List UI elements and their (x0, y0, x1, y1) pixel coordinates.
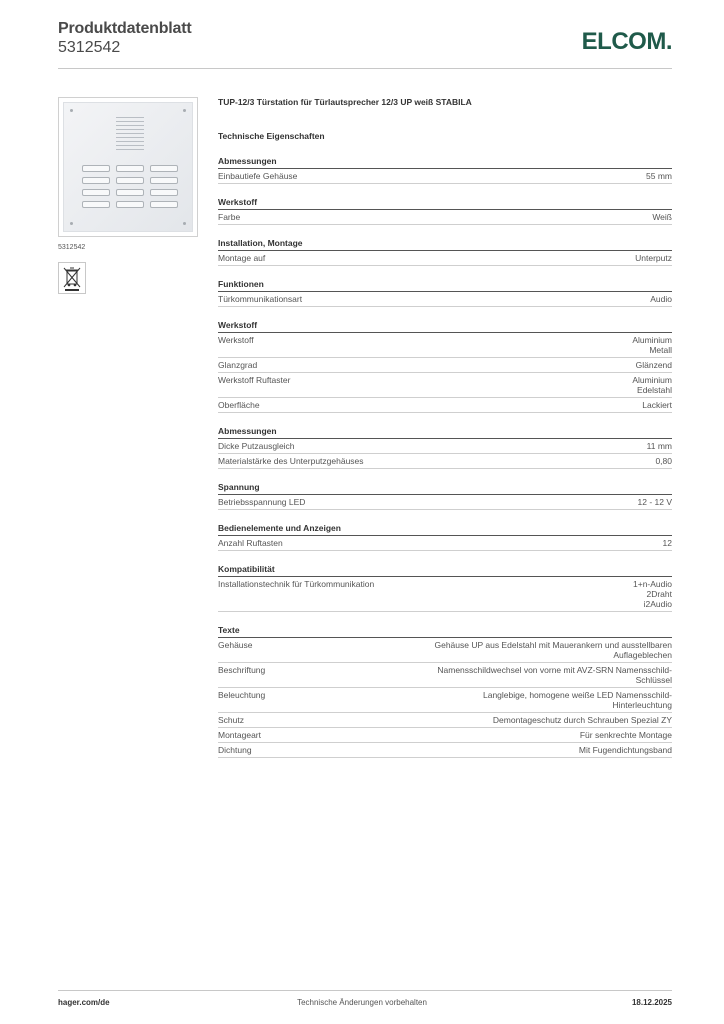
property-value-line: 12 - 12 V (637, 497, 672, 507)
property-value-line: Demontageschutz durch Schrauben Spezial ZY (492, 715, 672, 725)
technical-data (218, 97, 672, 758)
header-divider (58, 68, 672, 69)
property-value (647, 441, 672, 451)
call-button-icon (150, 165, 178, 172)
property-label: Betriebsspannung LED (218, 497, 306, 507)
property-value (483, 690, 672, 710)
group-title: Texte (218, 625, 672, 638)
speaker-grille-line (116, 141, 144, 142)
property-group (218, 156, 672, 184)
property-row (218, 292, 672, 307)
property-row (218, 577, 672, 612)
property-group (218, 197, 672, 225)
group-title: Bedienelemente und Anzeigen (218, 523, 672, 536)
property-label: Werkstoff (218, 335, 254, 345)
property-value-line: Weiß (652, 212, 672, 222)
article-number: 5312542 (58, 39, 121, 56)
property-value-line: Aluminium (632, 335, 672, 345)
property-label: Installationstechnik für Türkommunikation (218, 579, 375, 589)
property-value-line: Glänzend (635, 360, 672, 370)
property-row (218, 358, 672, 373)
screw-icon (183, 109, 186, 112)
speaker-grille-line (116, 133, 144, 134)
document-title: Produktdatenblatt (58, 20, 192, 37)
group-title: Abmessungen (218, 156, 672, 169)
property-value-line: Audio (650, 294, 672, 304)
product-name: TUP-12/3 Türstation für Türlautsprecher 12/3 UP weiß STABILA (218, 97, 472, 107)
speaker-grille-line (116, 129, 144, 130)
call-button-icon (150, 177, 178, 184)
property-label: Anzahl Ruftasten (218, 538, 283, 548)
footer-divider (58, 990, 672, 991)
footer-date: 18.12.2025 (631, 998, 672, 1007)
property-row (218, 333, 672, 358)
property-group (218, 482, 672, 510)
property-value-line: 12 (662, 538, 672, 548)
call-button-icon (116, 177, 144, 184)
screw-icon (70, 222, 73, 225)
group-title: Spannung (218, 482, 672, 495)
property-value (580, 730, 672, 740)
property-group (218, 564, 672, 612)
speaker-grille-line (116, 117, 144, 118)
speaker-grille-line (116, 149, 144, 150)
property-value-line: Hinterleuchtung (612, 700, 672, 710)
property-value (638, 497, 673, 507)
call-button-icon (150, 189, 178, 196)
product-image (58, 97, 198, 237)
property-value-line: Edelstahl (637, 385, 672, 395)
property-label: Glanzgrad (218, 360, 258, 370)
speaker-grille-line (116, 125, 144, 126)
property-value-line: Metall (649, 345, 672, 355)
door-station-plate (63, 102, 193, 232)
property-label: Dichtung (218, 745, 252, 755)
property-value (650, 294, 672, 304)
property-value-line: 55 mm (646, 171, 672, 181)
speaker-grille-line (116, 137, 144, 138)
property-value-line: Mit Fugendichtungsband (578, 745, 672, 755)
property-group (218, 625, 672, 758)
property-value-line: Lackiert (642, 400, 672, 410)
section-heading: Technische Eigenschaften (218, 131, 325, 141)
property-value-line: 1+n-Audio (633, 579, 672, 589)
property-row (218, 743, 672, 758)
property-value-line: Namensschildwechsel von vorne mit AVZ-SRN Namensschild- (437, 665, 672, 675)
group-title: Funktionen (218, 279, 672, 292)
property-label: Oberfläche (218, 400, 260, 410)
property-label: Montageart (218, 730, 261, 740)
property-value-line: Auflageblechen (613, 650, 672, 660)
screw-icon (183, 222, 186, 225)
footer-website: hager.com/de (58, 998, 110, 1007)
property-value (579, 745, 672, 755)
property-value-line: Unterputz (635, 253, 672, 263)
property-value-line: Für senkrechte Montage (579, 730, 672, 740)
property-value (642, 400, 672, 410)
call-button-icon (82, 165, 110, 172)
property-row (218, 728, 672, 743)
property-label: Türkommunikationsart (218, 294, 303, 304)
call-button-icon (82, 177, 110, 184)
property-value-line: i2Audio (643, 599, 672, 609)
property-group (218, 320, 672, 413)
group-title: Abmessungen (218, 426, 672, 439)
property-value (636, 360, 672, 370)
image-caption: 5312542 (58, 244, 86, 251)
property-row (218, 495, 672, 510)
property-value-line: Gehäuse UP aus Edelstahl mit Mauerankern und ausstellbaren (434, 640, 672, 650)
property-group (218, 238, 672, 266)
property-row (218, 439, 672, 454)
call-button-icon (82, 201, 110, 208)
group-title: Installation, Montage (218, 238, 672, 251)
group-title: Werkstoff (218, 197, 672, 210)
property-label: Gehäuse (218, 640, 253, 650)
property-label: Beschriftung (218, 665, 266, 675)
property-label: Materialstärke des Unterputzgehäuses (218, 456, 364, 466)
property-row (218, 688, 672, 713)
property-group (218, 523, 672, 551)
property-row (218, 169, 672, 184)
property-label: Farbe (218, 212, 241, 222)
crossed-out-wheelie-bin-icon (58, 262, 86, 294)
property-value (632, 335, 672, 355)
property-value (493, 715, 672, 725)
property-value (663, 538, 672, 548)
property-value (655, 456, 672, 466)
property-row (218, 210, 672, 225)
property-row (218, 398, 672, 413)
call-button-icon (150, 201, 178, 208)
property-row (218, 536, 672, 551)
property-row (218, 663, 672, 688)
speaker-grille-line (116, 145, 144, 146)
property-label: Beleuchtung (218, 690, 266, 700)
property-label: Einbautiefe Gehäuse (218, 171, 298, 181)
property-value (632, 375, 672, 395)
call-button-icon (82, 189, 110, 196)
property-label: Werkstoff Ruftaster (218, 375, 291, 385)
property-value (635, 253, 672, 263)
property-value (434, 640, 672, 660)
property-row (218, 373, 672, 398)
call-button-icon (116, 189, 144, 196)
speaker-grille-line (116, 121, 144, 122)
footer-disclaimer: Technische Änderungen vorbehalten (297, 998, 427, 1007)
property-row (218, 251, 672, 266)
call-button-icon (116, 165, 144, 172)
property-label: Montage auf (218, 253, 266, 263)
property-value-line: 0,80 (655, 456, 672, 466)
property-groups (218, 156, 672, 758)
property-value (652, 212, 672, 222)
property-value (633, 579, 672, 609)
screw-icon (70, 109, 73, 112)
page-header (58, 20, 672, 70)
property-group (218, 426, 672, 469)
property-value-line: Aluminium (632, 375, 672, 385)
property-value-line: 2Draht (646, 589, 672, 599)
property-group (218, 279, 672, 307)
group-title: Kompatibilität (218, 564, 672, 577)
property-label: Dicke Putzausgleich (218, 441, 295, 451)
property-value-line: 11 mm (646, 441, 672, 451)
property-value (437, 665, 672, 685)
property-row (218, 713, 672, 728)
property-value (646, 171, 672, 181)
property-value-line: Langlebige, homogene weiße LED Namensschild- (483, 690, 672, 700)
group-title: Werkstoff (218, 320, 672, 333)
property-label: Schutz (218, 715, 244, 725)
property-row (218, 638, 672, 663)
elcom-logo: ELCOM. (581, 28, 672, 55)
property-value-line: Schlüssel (635, 675, 672, 685)
property-row (218, 454, 672, 469)
call-button-icon (116, 201, 144, 208)
